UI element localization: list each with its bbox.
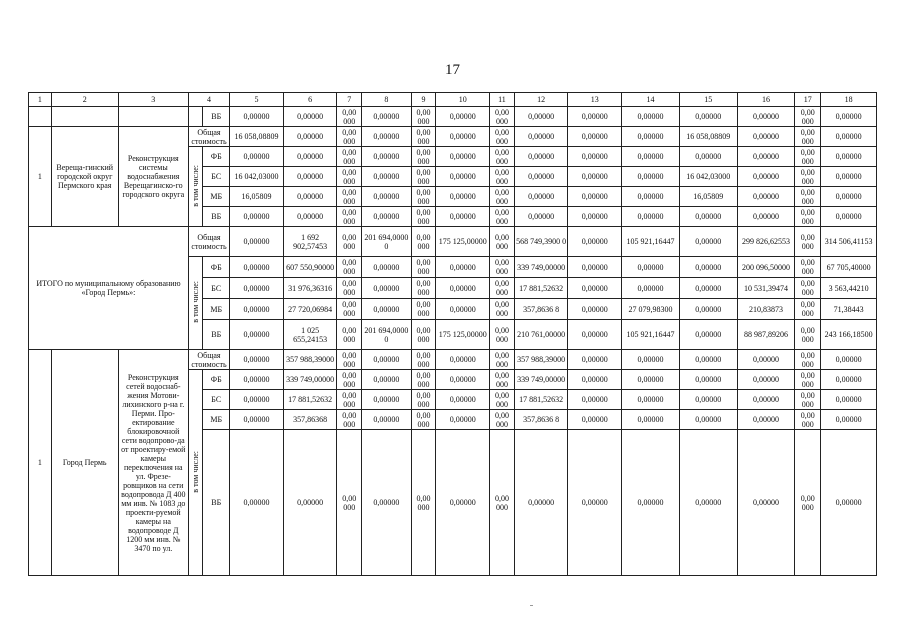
value-cell: 0,00000 <box>436 127 490 147</box>
value-cell: 67 705,40000 <box>821 257 877 278</box>
value-cell: 0,00 000 <box>795 350 821 370</box>
value-cell: 0,00000 <box>514 107 568 127</box>
value-cell: 0,00 000 <box>490 390 515 410</box>
value-cell: 0,00 000 <box>490 410 515 430</box>
value-cell: 0,00000 <box>230 410 284 430</box>
value-cell: 0,00000 <box>362 107 412 127</box>
table-cell <box>29 107 52 127</box>
value-cell: 0,00 000 <box>337 430 362 576</box>
value-cell: 210,83873 <box>737 299 795 320</box>
value-cell: 0,00 000 <box>795 147 821 167</box>
municipality-name: Город Пермь <box>51 350 118 576</box>
value-cell: 0,00000 <box>436 278 490 299</box>
value-cell: 0,00000 <box>436 370 490 390</box>
value-cell: 0,00 000 <box>337 107 362 127</box>
municipality-name: Вереща-гинский городской округ Пермского края <box>51 127 118 227</box>
header-cell: 18 <box>821 93 877 107</box>
value-cell: 0,00000 <box>679 430 737 576</box>
value-cell: 0,00 000 <box>490 207 515 227</box>
source-label: БС <box>203 167 230 187</box>
value-cell: 210 761,00000 <box>514 320 568 350</box>
value-cell: 0,00 000 <box>490 167 515 187</box>
value-cell: 0,00 000 <box>795 187 821 207</box>
value-cell: 0,00 000 <box>795 370 821 390</box>
value-cell: 0,00000 <box>568 410 622 430</box>
value-cell: 0,00000 <box>737 370 795 390</box>
value-cell: 0,00 000 <box>411 410 436 430</box>
value-cell: 0,00 000 <box>490 227 515 257</box>
value-cell: 0,00000 <box>737 350 795 370</box>
value-cell: 0,00 000 <box>490 299 515 320</box>
value-cell: 0,00000 <box>568 207 622 227</box>
header-cell: 17 <box>795 93 821 107</box>
value-cell: 3 563,44210 <box>821 278 877 299</box>
value-cell: 10 531,39474 <box>737 278 795 299</box>
value-cell: 0,00000 <box>230 390 284 410</box>
value-cell: 0,00000 <box>679 207 737 227</box>
value-cell: 0,00000 <box>568 430 622 576</box>
value-cell: 0,00000 <box>568 127 622 147</box>
value-cell: 357,8636 8 <box>514 299 568 320</box>
value-cell: 0,00000 <box>283 107 337 127</box>
total-cost-label: Общая стоимость <box>188 227 229 257</box>
table-cell <box>51 107 118 127</box>
value-cell: 0,00000 <box>622 390 680 410</box>
value-cell: 0,00000 <box>283 167 337 187</box>
value-cell: 0,00000 <box>622 257 680 278</box>
in-that-number-cell <box>188 147 202 227</box>
source-label: ФБ <box>203 370 230 390</box>
value-cell: 0,00 000 <box>490 187 515 207</box>
header-cell: 4 <box>188 93 229 107</box>
value-cell: 0,00000 <box>230 278 284 299</box>
value-cell: 0,00 000 <box>411 147 436 167</box>
source-label: МБ <box>203 299 230 320</box>
value-cell: 0,00 000 <box>411 299 436 320</box>
value-cell: 0,00000 <box>821 207 877 227</box>
value-cell: 88 987,89206 <box>737 320 795 350</box>
value-cell: 0,00000 <box>622 430 680 576</box>
value-cell: 0,00000 <box>622 127 680 147</box>
value-cell: 339 749,00000 <box>514 370 568 390</box>
value-cell: 0,00000 <box>514 167 568 187</box>
value-cell: 0,00 000 <box>337 167 362 187</box>
value-cell: 0,00000 <box>821 390 877 410</box>
value-cell: 0,00000 <box>283 127 337 147</box>
value-cell: 16,05809 <box>679 187 737 207</box>
value-cell: 0,00000 <box>230 207 284 227</box>
value-cell: 0,00 000 <box>795 257 821 278</box>
value-cell: 0,00000 <box>679 278 737 299</box>
value-cell: 0,00 000 <box>795 127 821 147</box>
value-cell: 175 125,00000 <box>436 320 490 350</box>
value-cell: 0,00 000 <box>337 299 362 320</box>
in-that-number-cell <box>188 257 202 350</box>
total-cost-label: Общая стоимость <box>188 350 229 370</box>
scan-artifact <box>530 605 533 606</box>
value-cell: 0,00000 <box>436 187 490 207</box>
value-cell: 0,00 000 <box>411 320 436 350</box>
value-cell: 0,00 000 <box>490 370 515 390</box>
header-cell: 5 <box>230 93 284 107</box>
value-cell: 0,00000 <box>737 410 795 430</box>
value-cell: 0,00 000 <box>337 257 362 278</box>
value-cell: 0,00000 <box>679 320 737 350</box>
header-cell: 8 <box>362 93 412 107</box>
row-number: 1 <box>29 127 52 227</box>
header-cell: 12 <box>514 93 568 107</box>
value-cell: 0,00000 <box>622 410 680 430</box>
value-cell: 0,00000 <box>230 370 284 390</box>
value-cell: 0,00 000 <box>411 278 436 299</box>
value-cell: 0,00000 <box>568 187 622 207</box>
value-cell: 0,00 000 <box>490 350 515 370</box>
value-cell: 0,00000 <box>737 390 795 410</box>
value-cell: 0,00 000 <box>411 370 436 390</box>
value-cell: 16 042,03000 <box>679 167 737 187</box>
value-cell: 0,00000 <box>230 430 284 576</box>
value-cell: 0,00000 <box>436 257 490 278</box>
value-cell: 0,00000 <box>568 320 622 350</box>
value-cell: 0,00000 <box>737 147 795 167</box>
source-label: ВБ <box>203 207 230 227</box>
value-cell: 0,00 000 <box>795 390 821 410</box>
value-cell: 0,00 000 <box>411 207 436 227</box>
value-cell: 0,00000 <box>622 187 680 207</box>
value-cell: 71,38443 <box>821 299 877 320</box>
project-name: Реконструкция системы водоснабжения Верещагинско-го городского округа <box>118 127 188 227</box>
value-cell: 0,00 000 <box>795 320 821 350</box>
source-label: ФБ <box>203 257 230 278</box>
value-cell: 0,00000 <box>622 167 680 187</box>
value-cell: 0,00000 <box>362 350 412 370</box>
value-cell: 0,00000 <box>821 370 877 390</box>
source-label: МБ <box>203 187 230 207</box>
row-number: 1 <box>29 350 52 576</box>
vertical-label: в том числе: <box>191 281 201 323</box>
value-cell: 0,00000 <box>230 299 284 320</box>
value-cell: 0,00 000 <box>337 147 362 167</box>
value-cell: 31 976,36316 <box>283 278 337 299</box>
value-cell: 607 550,90000 <box>283 257 337 278</box>
value-cell: 0,00 000 <box>490 107 515 127</box>
value-cell: 0,00 000 <box>337 390 362 410</box>
value-cell: 0,00 000 <box>490 278 515 299</box>
value-cell: 0,00000 <box>679 370 737 390</box>
value-cell: 0,00000 <box>568 390 622 410</box>
value-cell: 0,00000 <box>436 390 490 410</box>
header-cell: 7 <box>337 93 362 107</box>
value-cell: 0,00000 <box>737 430 795 576</box>
value-cell: 0,00000 <box>568 107 622 127</box>
value-cell: 0,00000 <box>362 430 412 576</box>
value-cell: 0,00000 <box>230 320 284 350</box>
value-cell: 0,00 000 <box>337 320 362 350</box>
header-cell: 15 <box>679 93 737 107</box>
value-cell: 0,00000 <box>821 350 877 370</box>
value-cell: 0,00000 <box>230 147 284 167</box>
value-cell: 0,00 000 <box>411 187 436 207</box>
value-cell: 0,00000 <box>436 167 490 187</box>
value-cell: 0,00 000 <box>490 127 515 147</box>
page-number: 17 <box>445 62 460 78</box>
vertical-label: в том числе: <box>191 164 201 207</box>
value-cell: 201 694,0000 0 <box>362 227 412 257</box>
value-cell: 0,00 000 <box>490 320 515 350</box>
value-cell: 105 921,16447 <box>622 227 680 257</box>
value-cell: 0,00000 <box>679 147 737 167</box>
value-cell: 0,00000 <box>230 107 284 127</box>
value-cell: 0,00000 <box>821 107 877 127</box>
value-cell: 16 042,03000 <box>230 167 284 187</box>
value-cell: 0,00 000 <box>337 227 362 257</box>
value-cell: 0,00000 <box>737 207 795 227</box>
value-cell: 0,00 000 <box>795 278 821 299</box>
value-cell: 0,00000 <box>514 207 568 227</box>
value-cell: 0,00 000 <box>337 187 362 207</box>
value-cell: 0,00 000 <box>795 167 821 187</box>
value-cell: 0,00 000 <box>337 350 362 370</box>
header-cell: 6 <box>283 93 337 107</box>
value-cell: 0,00 000 <box>490 147 515 167</box>
value-cell: 0,00000 <box>362 187 412 207</box>
value-cell: 357 988,39000 <box>514 350 568 370</box>
value-cell: 0,00000 <box>436 147 490 167</box>
table-cell <box>118 107 188 127</box>
value-cell: 0,00000 <box>622 278 680 299</box>
value-cell: 0,00000 <box>821 187 877 207</box>
value-cell: 357,8636 8 <box>514 410 568 430</box>
value-cell: 0,00000 <box>436 350 490 370</box>
value-cell: 201 694,0000 0 <box>362 320 412 350</box>
value-cell: 0,00000 <box>568 257 622 278</box>
total-cost-label: Общая стоимость <box>188 127 229 147</box>
value-cell: 0,00000 <box>362 127 412 147</box>
value-cell: 0,00 000 <box>411 257 436 278</box>
value-cell: 0,00000 <box>622 370 680 390</box>
value-cell: 0,00000 <box>283 207 337 227</box>
value-cell: 0,00000 <box>283 430 337 576</box>
value-cell: 0,00000 <box>436 107 490 127</box>
value-cell: 0,00 000 <box>795 227 821 257</box>
vertical-label: в том числе: <box>191 450 201 493</box>
source-label: БС <box>203 278 230 299</box>
value-cell: 0,00000 <box>230 257 284 278</box>
value-cell: 27 720,06984 <box>283 299 337 320</box>
value-cell: 0,00000 <box>568 227 622 257</box>
header-cell: 1 <box>29 93 52 107</box>
value-cell: 0,00000 <box>362 147 412 167</box>
in-that-number-cell <box>188 370 202 576</box>
value-cell: 0,00000 <box>821 147 877 167</box>
value-cell: 0,00000 <box>436 207 490 227</box>
value-cell: 0,00 000 <box>795 410 821 430</box>
value-cell: 0,00000 <box>436 299 490 320</box>
value-cell: 0,00000 <box>622 107 680 127</box>
value-cell: 0,00000 <box>622 147 680 167</box>
value-cell: 339 749,00000 <box>514 257 568 278</box>
value-cell: 243 166,18500 <box>821 320 877 350</box>
value-cell: 299 826,62553 <box>737 227 795 257</box>
table-cell <box>188 107 202 127</box>
value-cell: 16,05809 <box>230 187 284 207</box>
source-label: ВБ <box>203 107 230 127</box>
value-cell: 0,00 000 <box>411 430 436 576</box>
header-cell: 3 <box>118 93 188 107</box>
source-label: ФБ <box>203 147 230 167</box>
value-cell: 0,00000 <box>821 430 877 576</box>
value-cell: 0,00000 <box>436 430 490 576</box>
value-cell: 0,00 000 <box>795 207 821 227</box>
header-cell: 16 <box>737 93 795 107</box>
header-cell: 14 <box>622 93 680 107</box>
value-cell: 314 506,41153 <box>821 227 877 257</box>
value-cell: 0,00 000 <box>490 430 515 576</box>
value-cell: 0,00000 <box>737 107 795 127</box>
value-cell: 0,00000 <box>514 147 568 167</box>
value-cell: 0,00000 <box>737 167 795 187</box>
value-cell: 27 079,98300 <box>622 299 680 320</box>
value-cell: 339 749,00000 <box>283 370 337 390</box>
table-row <box>29 350 877 370</box>
source-label: МБ <box>203 410 230 430</box>
value-cell: 0,00000 <box>737 127 795 147</box>
value-cell: 0,00000 <box>568 370 622 390</box>
value-cell: 0,00000 <box>568 350 622 370</box>
value-cell: 0,00000 <box>283 187 337 207</box>
value-cell: 16 058,08809 <box>230 127 284 147</box>
value-cell: 0,00000 <box>679 107 737 127</box>
table-row <box>29 107 877 127</box>
itogo-label: ИТОГО по муниципальному образованию «Город Пермь»: <box>29 227 189 350</box>
value-cell: 0,00000 <box>622 350 680 370</box>
value-cell: 1 692 902,57453 <box>283 227 337 257</box>
value-cell: 0,00000 <box>568 167 622 187</box>
value-cell: 0,00000 <box>436 410 490 430</box>
value-cell: 0,00000 <box>679 350 737 370</box>
value-cell: 0,00 000 <box>795 299 821 320</box>
value-cell: 0,00000 <box>821 410 877 430</box>
value-cell: 0,00000 <box>679 227 737 257</box>
value-cell: 0,00000 <box>679 410 737 430</box>
value-cell: 0,00000 <box>362 257 412 278</box>
value-cell: 0,00 000 <box>337 278 362 299</box>
header-cell: 2 <box>51 93 118 107</box>
value-cell: 0,00000 <box>362 207 412 227</box>
value-cell: 0,00 000 <box>411 107 436 127</box>
value-cell: 0,00000 <box>568 278 622 299</box>
value-cell: 0,00000 <box>568 299 622 320</box>
value-cell: 0,00000 <box>362 299 412 320</box>
value-cell: 0,00 000 <box>337 410 362 430</box>
value-cell: 0,00000 <box>230 350 284 370</box>
header-cell: 9 <box>411 93 436 107</box>
value-cell: 0,00000 <box>821 127 877 147</box>
value-cell: 0,00000 <box>362 370 412 390</box>
budget-table <box>28 92 877 576</box>
value-cell: 0,00000 <box>821 167 877 187</box>
value-cell: 0,00000 <box>230 227 284 257</box>
value-cell: 0,00 000 <box>337 127 362 147</box>
value-cell: 0,00 000 <box>411 167 436 187</box>
value-cell: 0,00000 <box>622 207 680 227</box>
value-cell: 0,00 000 <box>337 207 362 227</box>
value-cell: 200 096,50000 <box>737 257 795 278</box>
value-cell: 0,00000 <box>679 390 737 410</box>
value-cell: 105 921,16447 <box>622 320 680 350</box>
value-cell: 0,00000 <box>679 257 737 278</box>
header-cell: 13 <box>568 93 622 107</box>
source-label: ВБ <box>203 320 230 350</box>
value-cell: 0,00000 <box>514 187 568 207</box>
source-label: БС <box>203 390 230 410</box>
source-label: ВБ <box>203 430 230 576</box>
value-cell: 568 749,3900 0 <box>514 227 568 257</box>
value-cell: 1 025 655,24153 <box>283 320 337 350</box>
value-cell: 0,00 000 <box>411 227 436 257</box>
value-cell: 0,00000 <box>568 147 622 167</box>
value-cell: 0,00000 <box>283 147 337 167</box>
value-cell: 16 058,08809 <box>679 127 737 147</box>
value-cell: 0,00000 <box>362 167 412 187</box>
value-cell: 0,00 000 <box>411 127 436 147</box>
value-cell: 0,00000 <box>362 390 412 410</box>
header-cell: 11 <box>490 93 515 107</box>
value-cell: 0,00 000 <box>490 257 515 278</box>
value-cell: 0,00000 <box>514 430 568 576</box>
value-cell: 0,00 000 <box>411 350 436 370</box>
value-cell: 0,00000 <box>514 127 568 147</box>
value-cell: 357,86368 <box>283 410 337 430</box>
table-row <box>29 227 877 257</box>
table-row <box>29 93 877 107</box>
value-cell: 0,00 000 <box>795 107 821 127</box>
value-cell: 357 988,39000 <box>283 350 337 370</box>
value-cell: 175 125,00000 <box>436 227 490 257</box>
value-cell: 0,00000 <box>362 410 412 430</box>
project-name: Реконструкция сетей водоснаб-жения Мотови-лихинского р-на г. Перми. Про-ектирование блокировочной сети водопрово-да от проектиру-емой камеры переключения на ул. Фрезе-ровщиков на сети водопровода Д 400 мм инв. № 1083 до проекти-руемой камеры на водопроводе Д 1200 мм инв. № 3470 по ул. <box>118 350 188 576</box>
table-row <box>29 127 877 147</box>
value-cell: 0,00 000 <box>337 370 362 390</box>
value-cell: 17 881,52632 <box>514 390 568 410</box>
value-cell: 0,00 000 <box>795 430 821 576</box>
value-cell: 17 881,52632 <box>283 390 337 410</box>
value-cell: 0,00 000 <box>411 390 436 410</box>
value-cell: 0,00000 <box>679 299 737 320</box>
value-cell: 17 881,52632 <box>514 278 568 299</box>
value-cell: 0,00000 <box>362 278 412 299</box>
value-cell: 0,00000 <box>737 187 795 207</box>
header-cell: 10 <box>436 93 490 107</box>
